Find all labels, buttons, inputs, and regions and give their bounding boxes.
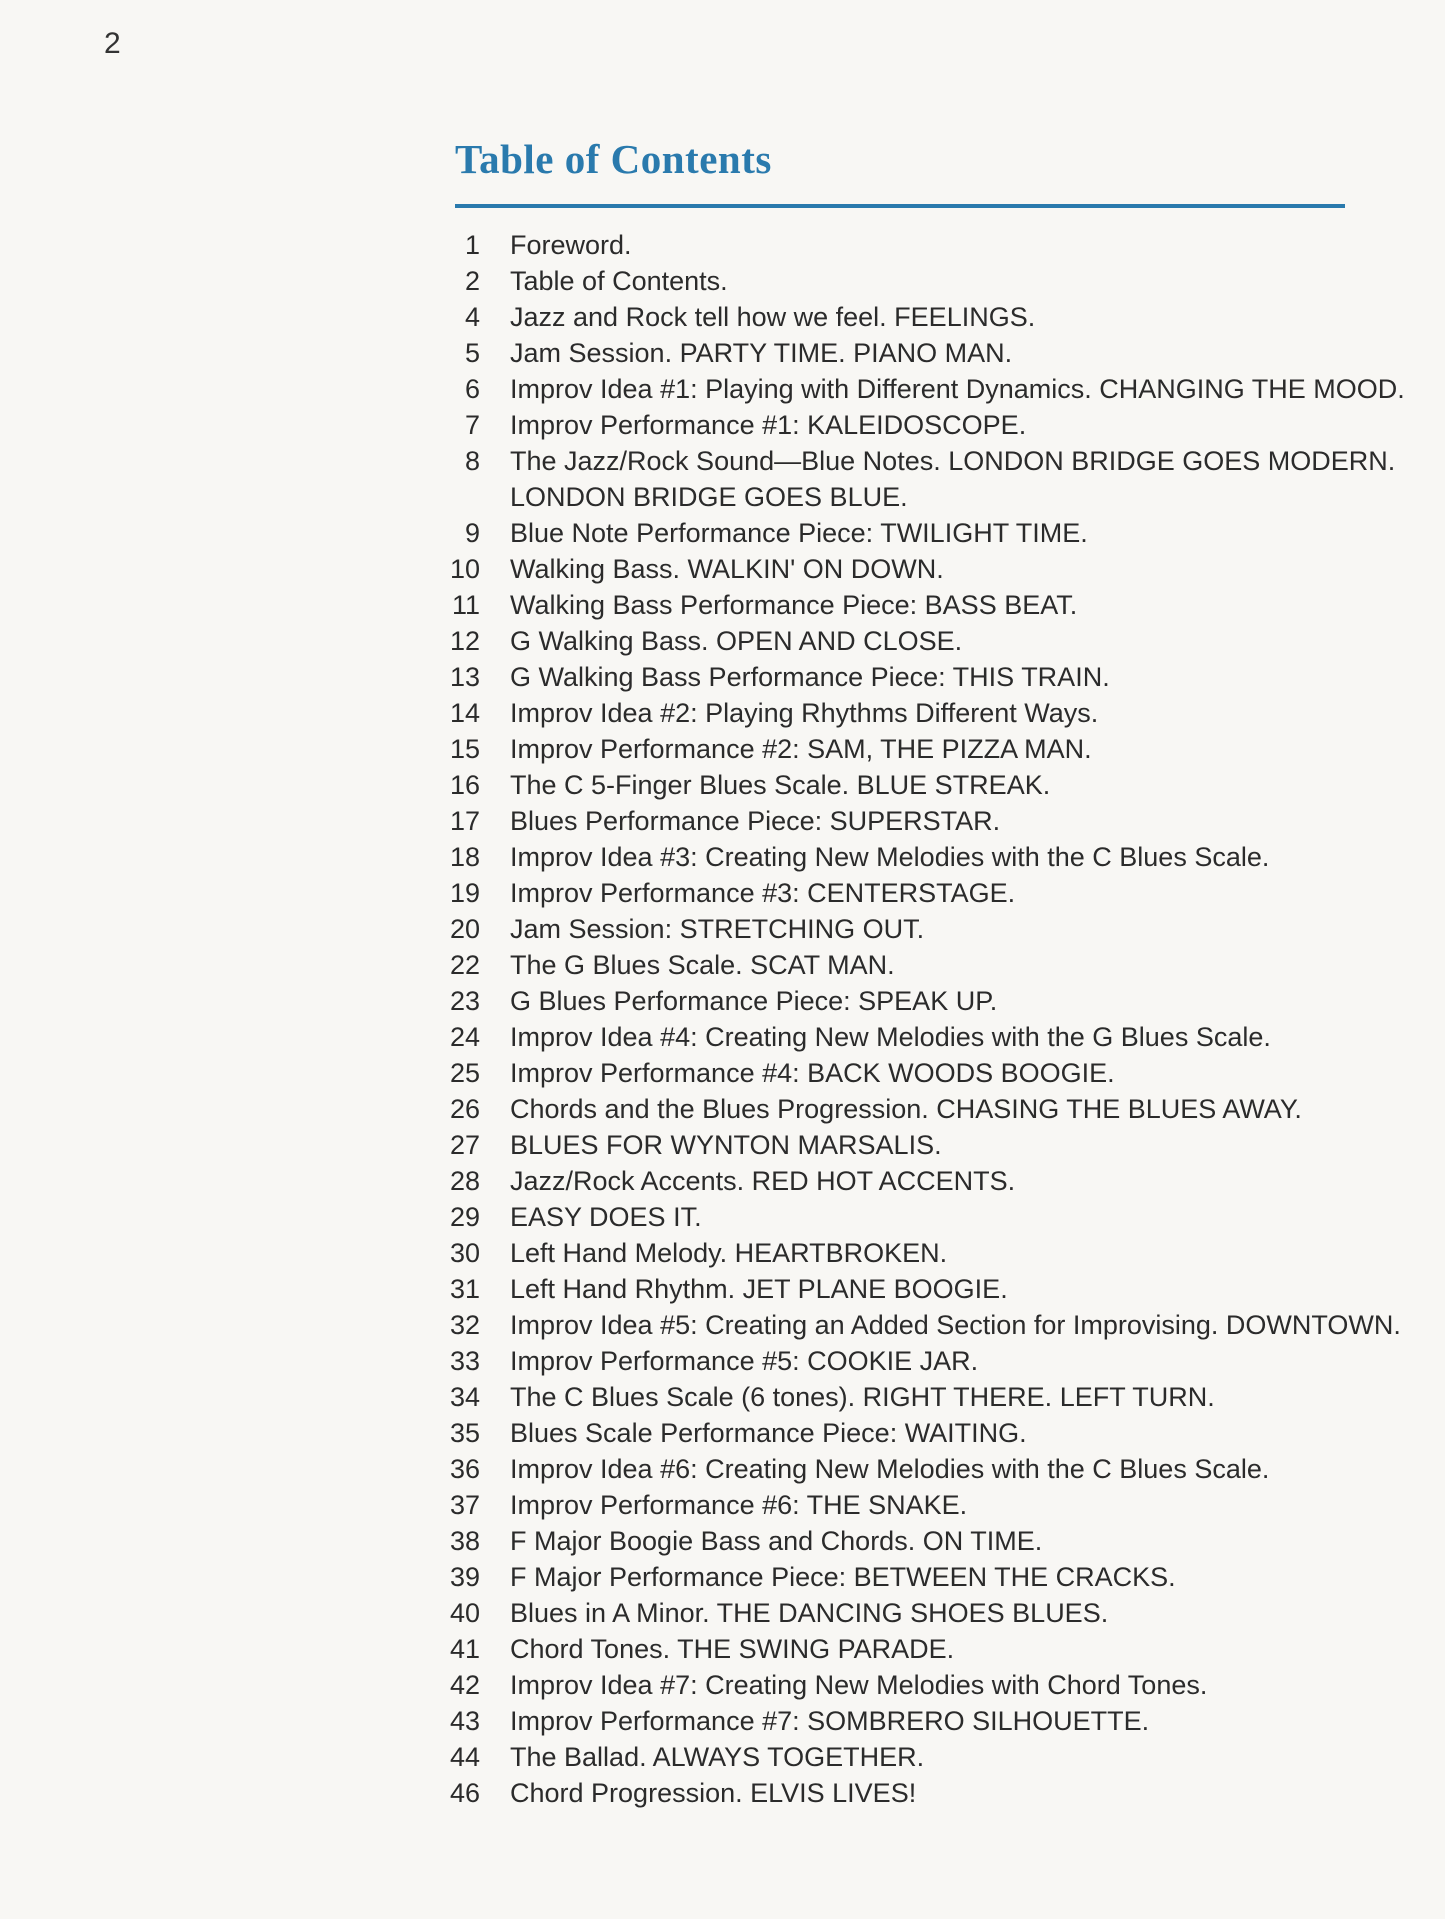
toc-entry-title bbox=[510, 731, 1092, 767]
toc-entry-title bbox=[510, 1487, 967, 1523]
toc-entry-line: BLUES FOR WYNTON MARSALIS. bbox=[510, 1130, 942, 1160]
toc-entry bbox=[430, 443, 1420, 515]
toc-entry bbox=[430, 659, 1420, 695]
toc-entry-page-number: 2 bbox=[464, 266, 480, 296]
toc-entry-page-number: 35 bbox=[449, 1418, 480, 1448]
toc-entry-title bbox=[510, 803, 1000, 839]
toc-entry-page-number: 20 bbox=[449, 914, 480, 944]
toc-entry-line: Jazz/Rock Accents. RED HOT ACCENTS. bbox=[510, 1166, 1016, 1196]
toc-entry-title bbox=[510, 1631, 954, 1667]
toc-entry-line: Improv Idea #4: Creating New Melodies with the G Blues Scale. bbox=[510, 1022, 1271, 1052]
toc-entry-title bbox=[510, 443, 1395, 515]
toc-entry-title bbox=[510, 1199, 702, 1235]
toc-entry-page-number: 38 bbox=[449, 1526, 480, 1556]
toc-entry-page-number: 17 bbox=[449, 806, 480, 836]
toc-entry-page-number: 18 bbox=[449, 842, 480, 872]
toc-entry bbox=[430, 1631, 1420, 1667]
toc-entry-title bbox=[510, 839, 1269, 875]
toc-entry bbox=[430, 623, 1420, 659]
toc-entry-page-number: 13 bbox=[449, 662, 480, 692]
toc-entry bbox=[430, 1199, 1420, 1235]
toc-entry-page-number: 46 bbox=[449, 1778, 480, 1808]
toc-entry-page-number: 15 bbox=[449, 734, 480, 764]
toc-entry-title bbox=[510, 371, 1405, 407]
toc-entry-page-number: 33 bbox=[449, 1346, 480, 1376]
toc-entry-line: Chords and the Blues Progression. CHASING THE BLUES AWAY. bbox=[510, 1094, 1302, 1124]
toc-entry-title bbox=[510, 551, 944, 587]
toc-entry-title bbox=[510, 263, 728, 299]
toc-entry bbox=[430, 1523, 1420, 1559]
toc-entry bbox=[430, 515, 1420, 551]
toc-entry-line: Improv Performance #2: SAM, THE PIZZA MAN. bbox=[510, 734, 1092, 764]
toc-entry-title bbox=[510, 1343, 978, 1379]
toc-entry bbox=[430, 1775, 1420, 1811]
toc-entry-page-number: 32 bbox=[449, 1310, 480, 1340]
toc-entry-title bbox=[510, 1091, 1302, 1127]
toc-entry-line: Walking Bass Performance Piece: BASS BEAT. bbox=[510, 590, 1078, 620]
toc-entry-line: Improv Idea #5: Creating an Added Section for Improvising. DOWNTOWN. bbox=[510, 1310, 1401, 1340]
toc-entry bbox=[430, 1307, 1420, 1343]
toc-entry-page-number: 26 bbox=[449, 1094, 480, 1124]
toc-entry-line: Jazz and Rock tell how we feel. FEELINGS. bbox=[510, 302, 1036, 332]
toc-entry-line: Left Hand Rhythm. JET PLANE BOOGIE. bbox=[510, 1274, 1008, 1304]
toc-entry-title bbox=[510, 587, 1077, 623]
toc-entry-page-number: 22 bbox=[449, 950, 480, 980]
toc-entry-line: Chord Progression. ELVIS LIVES! bbox=[510, 1778, 917, 1808]
toc-entry-title bbox=[510, 1127, 942, 1163]
toc-entry-line: Chord Tones. THE SWING PARADE. bbox=[510, 1634, 955, 1664]
toc-entry-page-number: 11 bbox=[451, 590, 480, 620]
toc-entry-line: EASY DOES IT. bbox=[510, 1202, 702, 1232]
toc-entry-page-number: 28 bbox=[449, 1166, 480, 1196]
toc-entry bbox=[430, 263, 1420, 299]
toc-entry bbox=[430, 1127, 1420, 1163]
toc-entry bbox=[430, 839, 1420, 875]
toc-entry-line: Improv Performance #3: CENTERSTAGE. bbox=[510, 878, 1016, 908]
toc-entry-line: The C Blues Scale (6 tones). RIGHT THERE. LEFT TURN. bbox=[510, 1382, 1215, 1412]
toc-entry-page-number: 6 bbox=[464, 374, 480, 404]
toc-entry-page-number: 31 bbox=[449, 1274, 480, 1304]
toc-entry-page-number: 12 bbox=[449, 626, 480, 656]
toc-entry-line: Table of Contents. bbox=[510, 266, 728, 296]
toc-entry-line: Foreword. bbox=[510, 230, 632, 260]
toc-entry-page-number: 9 bbox=[464, 518, 480, 548]
toc-entry-page-number: 19 bbox=[449, 878, 480, 908]
toc-entry bbox=[430, 1379, 1420, 1415]
toc-entry bbox=[430, 1739, 1420, 1775]
toc-entry bbox=[430, 371, 1420, 407]
toc-entry-line: Walking Bass. WALKIN' ON DOWN. bbox=[510, 554, 944, 584]
toc-entry-title bbox=[510, 767, 1050, 803]
toc-entry-page-number: 5 bbox=[464, 338, 480, 368]
toc-entry-title bbox=[510, 695, 1098, 731]
toc-entry-title bbox=[510, 1163, 1015, 1199]
toc-entry-page-number: 4 bbox=[464, 302, 480, 332]
toc-entry bbox=[430, 1271, 1420, 1307]
toc-entry-title bbox=[510, 1667, 1207, 1703]
toc-entry-line: Blues in A Minor. THE DANCING SHOES BLUES. bbox=[510, 1598, 1109, 1628]
toc-entry-page-number: 41 bbox=[449, 1634, 480, 1664]
toc-entry-page-number: 36 bbox=[449, 1454, 480, 1484]
toc-entry bbox=[430, 299, 1420, 335]
toc-entry-line: Improv Performance #7: SOMBRERO SILHOUETTE. bbox=[510, 1706, 1150, 1736]
toc-entry-page-number: 34 bbox=[449, 1382, 480, 1412]
toc-entry bbox=[430, 911, 1420, 947]
toc-entry-page-number: 43 bbox=[449, 1706, 480, 1736]
toc-entry-line: The Ballad. ALWAYS TOGETHER. bbox=[510, 1742, 925, 1772]
toc-entry-line: Improv Idea #2: Playing Rhythms Different Ways. bbox=[510, 698, 1099, 728]
toc-entry-title bbox=[510, 407, 1026, 443]
toc-entry-title bbox=[510, 1559, 1176, 1595]
toc-entry bbox=[430, 803, 1420, 839]
toc-entry-line: Improv Performance #6: THE SNAKE. bbox=[510, 1490, 968, 1520]
toc-entry-page-number: 29 bbox=[449, 1202, 480, 1232]
toc-entry-line: The Jazz/Rock Sound—Blue Notes. LONDON BRIDGE GOES MODERN. bbox=[510, 446, 1396, 476]
toc-entry-page-number: 7 bbox=[464, 410, 480, 440]
toc-entry bbox=[430, 227, 1420, 263]
toc-entry-line: Jam Session: STRETCHING OUT. bbox=[510, 914, 925, 944]
toc-entry-line: Blue Note Performance Piece: TWILIGHT TIME. bbox=[510, 518, 1088, 548]
toc-entry-line: Improv Performance #1: KALEIDOSCOPE. bbox=[510, 410, 1027, 440]
toc-entry-title bbox=[510, 1379, 1215, 1415]
toc-list bbox=[430, 227, 1420, 1811]
toc-entry bbox=[430, 1019, 1420, 1055]
toc-entry-title bbox=[510, 515, 1088, 551]
toc-entry-title bbox=[510, 1775, 916, 1811]
page-title: Table of Contents bbox=[455, 136, 772, 182]
toc-entry-title bbox=[510, 1055, 1115, 1091]
toc-entry-page-number: 14 bbox=[449, 698, 480, 728]
toc-entry-page-number: 8 bbox=[464, 446, 480, 476]
toc-entry-title bbox=[510, 623, 962, 659]
toc-entry bbox=[430, 1343, 1420, 1379]
toc-entry bbox=[430, 767, 1420, 803]
toc-entry-line: Left Hand Melody. HEARTBROKEN. bbox=[510, 1238, 948, 1268]
toc-entry bbox=[430, 1595, 1420, 1631]
toc-entry bbox=[430, 983, 1420, 1019]
toc-entry-line: F Major Performance Piece: BETWEEN THE CRACKS. bbox=[510, 1562, 1176, 1592]
toc-entry bbox=[430, 1091, 1420, 1127]
toc-entry-title bbox=[510, 1307, 1401, 1343]
toc-entry-line: Blues Performance Piece: SUPERSTAR. bbox=[510, 806, 1001, 836]
toc-entry-page-number: 16 bbox=[449, 770, 480, 800]
toc-entry-title bbox=[510, 1523, 1042, 1559]
toc-entry-title bbox=[510, 335, 1012, 371]
toc-entry-page-number: 39 bbox=[449, 1562, 480, 1592]
toc-entry bbox=[430, 1667, 1420, 1703]
toc-entry-page-number: 42 bbox=[449, 1670, 480, 1700]
toc-entry bbox=[430, 1451, 1420, 1487]
toc-entry-line: G Walking Bass Performance Piece: THIS TRAIN. bbox=[510, 662, 1110, 692]
toc-entry-line: G Walking Bass. OPEN AND CLOSE. bbox=[510, 626, 963, 656]
toc-entry-page-number: 25 bbox=[449, 1058, 480, 1088]
toc-entry-page-number: 1 bbox=[464, 230, 480, 260]
toc-entry-title bbox=[510, 1595, 1108, 1631]
toc-entry-title bbox=[510, 227, 632, 263]
toc-entry bbox=[430, 1487, 1420, 1523]
toc-entry bbox=[430, 1055, 1420, 1091]
toc-entry-title bbox=[510, 983, 997, 1019]
toc-entry-page-number: 24 bbox=[449, 1022, 480, 1052]
toc-entry-title bbox=[510, 1235, 947, 1271]
toc-entry bbox=[430, 1235, 1420, 1271]
toc-entry-page-number: 27 bbox=[449, 1130, 480, 1160]
toc-entry bbox=[430, 875, 1420, 911]
toc-entry bbox=[430, 1703, 1420, 1739]
toc-entry bbox=[430, 947, 1420, 983]
toc-entry-page-number: 37 bbox=[449, 1490, 480, 1520]
toc-entry bbox=[430, 1163, 1420, 1199]
toc-entry-title bbox=[510, 1739, 924, 1775]
toc-entry bbox=[430, 587, 1420, 623]
toc-entry-line: F Major Boogie Bass and Chords. ON TIME. bbox=[510, 1526, 1043, 1556]
toc-entry bbox=[430, 695, 1420, 731]
toc-entry-title bbox=[510, 911, 924, 947]
toc-entry-title bbox=[510, 659, 1110, 695]
toc-entry-line: G Blues Performance Piece: SPEAK UP. bbox=[510, 986, 998, 1016]
toc-entry-title bbox=[510, 299, 1035, 335]
toc-entry-line: LONDON BRIDGE GOES BLUE. bbox=[510, 482, 908, 512]
toc-entry-page-number: 23 bbox=[449, 986, 480, 1016]
toc-entry-line: Blues Scale Performance Piece: WAITING. bbox=[510, 1418, 1027, 1448]
toc-entry-title bbox=[510, 1451, 1269, 1487]
toc-entry-page-number: 30 bbox=[449, 1238, 480, 1268]
toc-entry bbox=[430, 731, 1420, 767]
toc-entry-line: Improv Idea #3: Creating New Melodies with the C Blues Scale. bbox=[510, 842, 1270, 872]
toc-entry bbox=[430, 407, 1420, 443]
toc-entry bbox=[430, 551, 1420, 587]
toc-entry-title bbox=[510, 947, 895, 983]
toc-entry-title bbox=[510, 1415, 1027, 1451]
toc-entry-title bbox=[510, 875, 1015, 911]
toc-entry-line: Improv Idea #7: Creating New Melodies with Chord Tones. bbox=[510, 1670, 1208, 1700]
toc-entry-page-number: 44 bbox=[449, 1742, 480, 1772]
toc-entry bbox=[430, 335, 1420, 371]
toc-entry-line: Improv Performance #4: BACK WOODS BOOGIE. bbox=[510, 1058, 1115, 1088]
toc-entry-line: Improv Idea #1: Playing with Different Dynamics. CHANGING THE MOOD. bbox=[510, 374, 1405, 404]
toc-entry-title bbox=[510, 1019, 1271, 1055]
title-rule bbox=[455, 204, 1345, 208]
toc-entry-line: Improv Performance #5: COOKIE JAR. bbox=[510, 1346, 979, 1376]
toc-entry-line: Improv Idea #6: Creating New Melodies with the C Blues Scale. bbox=[510, 1454, 1270, 1484]
toc-entry bbox=[430, 1415, 1420, 1451]
toc-entry bbox=[430, 1559, 1420, 1595]
toc-entry-title bbox=[510, 1271, 1008, 1307]
toc-entry-line: The G Blues Scale. SCAT MAN. bbox=[510, 950, 895, 980]
page-number: 2 bbox=[104, 27, 121, 60]
toc-entry-title bbox=[510, 1703, 1149, 1739]
toc-entry-page-number: 10 bbox=[449, 554, 480, 584]
toc-entry-line: Jam Session. PARTY TIME. PIANO MAN. bbox=[510, 338, 1013, 368]
toc-entry-page-number: 40 bbox=[449, 1598, 480, 1628]
toc-entry-line: The C 5-Finger Blues Scale. BLUE STREAK. bbox=[510, 770, 1051, 800]
